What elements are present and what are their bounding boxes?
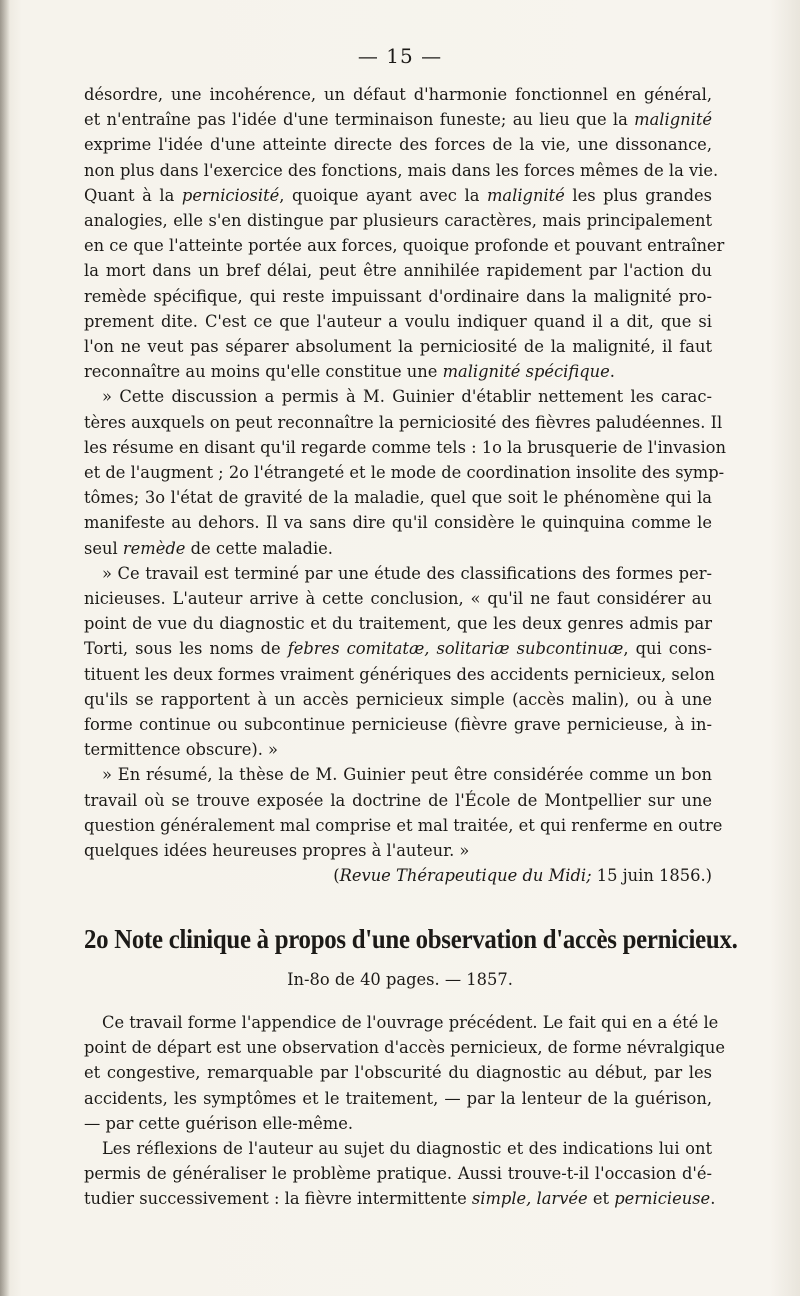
text-run: Les réflexions de l'auteur au sujet du diagnostic et des indications lui ont bbox=[102, 1139, 712, 1159]
text-run: de cette maladie. bbox=[185, 538, 333, 558]
italic-text: pernicieuse bbox=[614, 1189, 711, 1209]
text-run: » Cette discussion a permis à M. Guinier d'établir nettement les carac- bbox=[102, 387, 712, 407]
italic-text: febres comitatæ, solitariæ subcontinuæ bbox=[287, 639, 624, 659]
text-line bbox=[84, 410, 723, 435]
text-line bbox=[84, 107, 712, 132]
italic-text: remède bbox=[122, 538, 186, 558]
text-line bbox=[84, 1186, 716, 1211]
text-line bbox=[84, 384, 712, 409]
text-run: , quoique ayant avec la bbox=[279, 185, 487, 205]
text-line bbox=[84, 762, 712, 787]
text-line bbox=[84, 838, 712, 863]
text-run: point de vue du diagnostic et du traitement, que les deux genres admis par bbox=[84, 614, 712, 634]
text-line bbox=[84, 662, 715, 687]
text-line bbox=[84, 435, 726, 460]
text-line bbox=[84, 863, 712, 888]
text-line bbox=[84, 788, 712, 813]
section-heading: 2o Note clinique à propos d'une observation d'accès pernicieux. bbox=[84, 924, 738, 954]
text-line bbox=[84, 813, 723, 838]
text-run: tères auxquels on peut reconnaître la perniciosité des fièvres paludéennes. Il bbox=[84, 412, 723, 432]
italic-text: simple, larvée bbox=[471, 1189, 588, 1209]
text-line bbox=[84, 1111, 712, 1136]
text-run: remède spécifique, qui reste impuissant d'ordinaire dans la malignité pro- bbox=[84, 286, 712, 306]
text-line bbox=[84, 1035, 725, 1060]
text-run: permis de généraliser le problème pratique. Aussi trouve-t-il l'occasion d'é- bbox=[84, 1164, 712, 1184]
text-run: tômes; 3o l'état de gravité de la maladie, quel que soit le phénomène qui la bbox=[84, 488, 712, 508]
text-run: nicieuses. L'auteur arrive à cette conclusion, « qu'il ne faut considérer au bbox=[84, 589, 712, 609]
text-run: désordre, une incohérence, un défaut d'harmonie fonctionnel en général, bbox=[84, 85, 712, 104]
text-run: analogies, elle s'en distingue par plusieurs caractères, mais principalement bbox=[84, 211, 712, 231]
text-run: » En résumé, la thèse de M. Guinier peut être considérée comme un bon bbox=[102, 765, 712, 785]
publication-details: In-8o de 40 pages. — 1857. bbox=[287, 970, 513, 989]
text-line bbox=[84, 309, 712, 334]
text-run: manifeste au dehors. Il va sans dire qu'il considère le quinquina comme le bbox=[84, 513, 712, 533]
text-run: reconnaître au moins qu'elle constitue une bbox=[84, 362, 443, 382]
note-summary-block bbox=[84, 1010, 725, 1212]
text-run: tituent les deux formes vraiment génériques des accidents pernicieux, selon bbox=[84, 664, 715, 684]
text-line bbox=[84, 1010, 719, 1035]
text-line bbox=[84, 1161, 712, 1186]
text-run: — par cette guérison elle-même. bbox=[84, 1113, 354, 1133]
text-run: termittence obscure). » bbox=[84, 740, 279, 760]
text-run: quelques idées heureuses propres à l'auteur. » bbox=[84, 841, 470, 861]
text-run: en ce que l'atteinte portée aux forces, quoique profonde et pouvant entraîner bbox=[84, 236, 725, 256]
text-run: la mort dans un bref délai, peut être annihilée rapidement par l'action du bbox=[84, 261, 712, 281]
text-line bbox=[84, 284, 712, 309]
text-run: 15 juin 1856.) bbox=[591, 866, 712, 886]
text-line bbox=[84, 611, 712, 636]
text-line bbox=[84, 561, 712, 586]
text-line bbox=[84, 485, 712, 510]
text-run: qu'ils se rapportent à un accès pernicieux simple (accès malin), ou à une bbox=[84, 689, 712, 709]
text-line bbox=[84, 460, 725, 485]
text-line bbox=[84, 233, 725, 258]
text-run: l'on ne veut pas séparer absolument la perniciosité de la malignité, il faut bbox=[84, 337, 712, 357]
text-run: et n'entraîne pas l'idée d'une terminaison funeste; au lieu que la bbox=[84, 110, 635, 130]
text-run: les plus grandes bbox=[564, 185, 712, 205]
review-text-block bbox=[84, 82, 726, 889]
text-run: » Ce travail est terminé par une étude des classifications des formes per- bbox=[102, 563, 712, 583]
text-line bbox=[84, 712, 712, 737]
text-line bbox=[84, 737, 712, 762]
text-line bbox=[84, 536, 712, 561]
text-line bbox=[84, 82, 712, 107]
text-run: non plus dans l'exercice des fonctions, mais dans les forces mêmes de la vie. bbox=[84, 160, 719, 180]
text-line bbox=[84, 132, 712, 157]
text-run: travail où se trouve exposée la doctrine de l'École de Montpellier sur une bbox=[84, 790, 712, 810]
italic-text: malignité spécifique bbox=[442, 362, 610, 382]
text-run: prement dite. C'est ce que l'auteur a voulu indiquer quand il a dit, que si bbox=[84, 311, 712, 331]
text-line bbox=[84, 258, 712, 283]
text-run: ( bbox=[333, 866, 340, 886]
text-line bbox=[84, 1136, 712, 1161]
text-line bbox=[84, 687, 712, 712]
text-run: question généralement mal comprise et mal traitée, et qui renferme en outre bbox=[84, 815, 723, 835]
text-run: Ce travail forme l'appendice de l'ouvrage précédent. Le fait qui en a été le bbox=[102, 1013, 719, 1032]
text-run: seul bbox=[84, 538, 123, 558]
text-run: et de l'augment ; 2o l'étrangeté et le mode de coordination insolite des symp- bbox=[84, 463, 725, 483]
text-run: , qui cons- bbox=[623, 639, 712, 659]
text-line bbox=[84, 334, 712, 359]
text-line bbox=[84, 183, 712, 208]
text-line bbox=[84, 359, 712, 384]
text-run: point de départ est une observation d'accès pernicieux, de forme névralgique bbox=[84, 1038, 725, 1058]
text-run: Quant à la bbox=[84, 185, 182, 205]
text-run: . bbox=[710, 1189, 716, 1209]
italic-text: malignité bbox=[486, 185, 565, 205]
text-line bbox=[84, 1060, 712, 1085]
text-line bbox=[84, 586, 712, 611]
scan-shadow-edge bbox=[0, 0, 10, 1296]
text-line bbox=[84, 636, 712, 661]
text-line bbox=[84, 1086, 712, 1111]
italic-text: Revue Thérapeutique du Midi; bbox=[339, 866, 592, 886]
text-run: les résume en disant qu'il regarde comme tels : 1o la brusquerie de l'invasion bbox=[84, 437, 726, 457]
text-run: accidents, les symptômes et le traitement, — par la lenteur de la guérison, bbox=[84, 1088, 712, 1108]
page-number: — 15 — bbox=[357, 44, 443, 68]
text-run: exprime l'idée d'une atteinte directe des forces de la vie, une dissonance, bbox=[84, 135, 712, 155]
text-line bbox=[84, 208, 712, 233]
italic-text: perniciosité bbox=[181, 185, 280, 205]
text-run: tudier successivement : la fièvre intermittente bbox=[84, 1189, 472, 1209]
text-line bbox=[84, 510, 712, 535]
text-line bbox=[84, 158, 719, 183]
text-run: et congestive, remarquable par l'obscurité du diagnostic au début, par les bbox=[84, 1063, 712, 1083]
italic-text: malignité bbox=[634, 110, 712, 130]
text-run: . bbox=[609, 362, 615, 382]
text-run: forme continue ou subcontinue pernicieuse (fièvre grave pernicieuse, à in- bbox=[84, 715, 712, 735]
text-run: Torti, sous les noms de bbox=[84, 639, 288, 659]
text-run: et bbox=[587, 1189, 615, 1209]
